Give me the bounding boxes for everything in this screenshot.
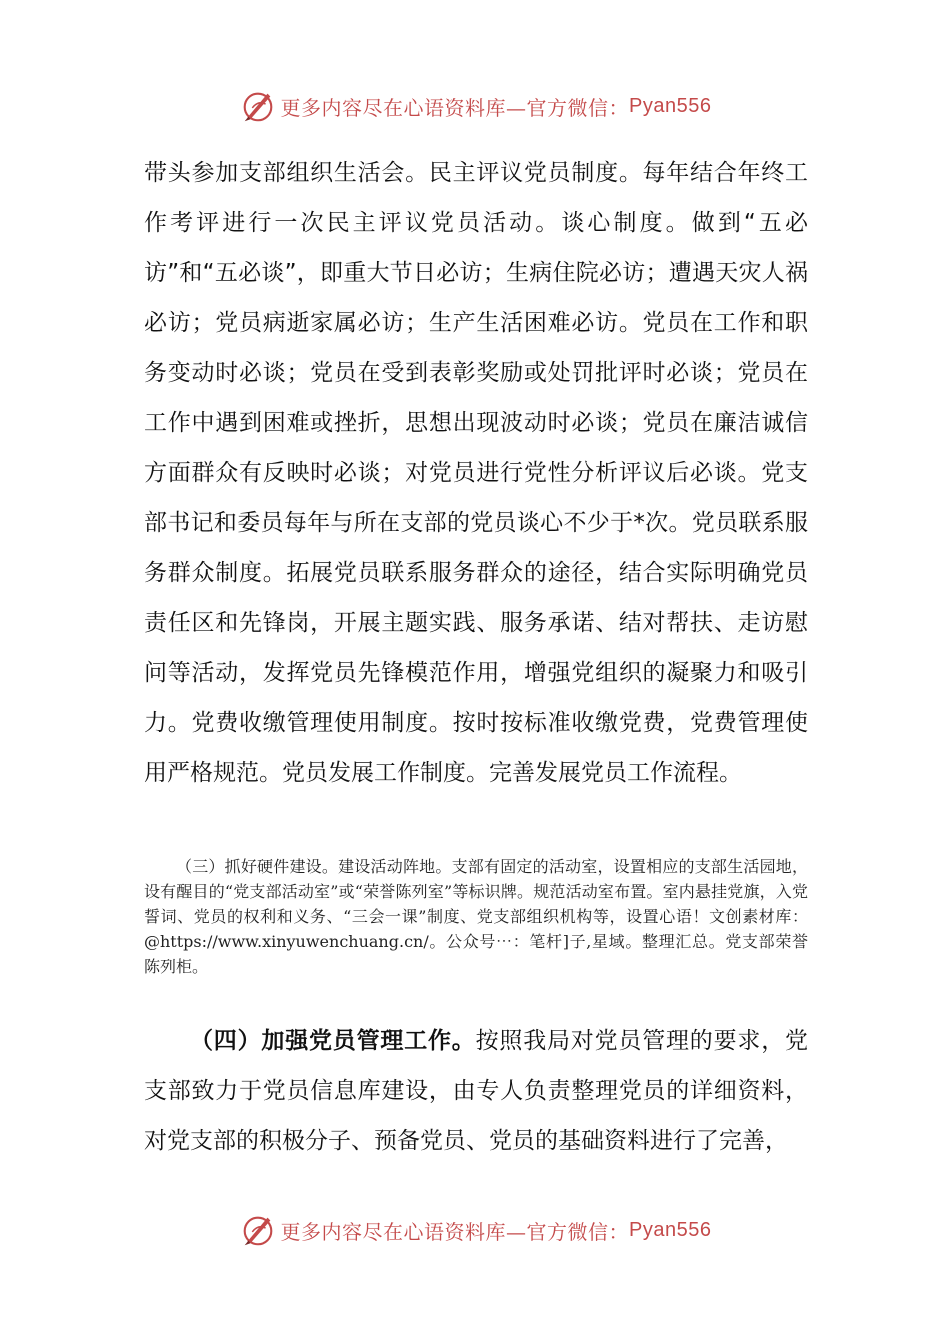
section-three-paragraph: （三）抓好硬件建设。建设活动阵地。支部有固定的活动室，设置相应的支部生活园地，设有醒目的“党支部活动室”或“荣誉陈列室”等标识牌。规范活动室布置。室内悬挂党旗，入党誓词、党员的权利和义务、“三会一课”制度、党支部组织机构等，设置心语！文创素材库：@https://www.xinyuwenchuang.cn/。公众号⋯：笔杆]子,星域。整理汇总。党支部荣誉陈列柜。 bbox=[144, 857, 808, 976]
banner-text: 更多内容尽在心语资料库— bbox=[280, 95, 527, 120]
banner-wechat-label: 官方微信： bbox=[526, 95, 630, 120]
banner-wechat-id: Pyan556 bbox=[629, 1218, 712, 1241]
section-four-heading: （四）加强党员管理工作。 bbox=[190, 1028, 476, 1054]
pen-logo-icon bbox=[239, 87, 277, 125]
pen-logo-icon bbox=[239, 1211, 277, 1249]
continuation-paragraph: 带头参加支部组织生活会。民主评议党员制度。每年结合年终工作考评进行一次民主评议党员活动。谈心制度。做到“五必访”和“五必谈”，即重大节日必访；生病住院必访；遭遇天灾人祸必访；党员病逝家属必访；生产生活困难必访。党员在工作和职务变动时必谈；党员在受到表彰奖励或处罚批评时必谈；党员在工作中遇到困难或挫折，思想出现波动时必谈；党员在廉洁诚信方面群众有反映时必谈；对党员进行党性分析评议后必谈。党支部书记和委员每年与所在支部的党员谈心不少于*次。党员联系服务群众制度。拓展党员联系服务群众的途径，结合实际明确党员责任区和先锋岗，开展主题实践、服务承诺、结对帮扶、走访慰问等活动，发挥党员先锋模范作用，增强党组织的凝聚力和吸引力。党费收缴管理使用制度。按时按标准收缴党费，党费管理使用严格规范。党员发展工作制度。完善发展党员工作流程。 bbox=[144, 160, 808, 786]
banner-wechat-id: Pyan556 bbox=[629, 94, 712, 117]
section-four-paragraph bbox=[144, 1016, 808, 1166]
banner-wechat-label: 官方微信： bbox=[526, 1219, 630, 1244]
banner-text: 更多内容尽在心语资料库— bbox=[280, 1219, 527, 1244]
footer-watermark-banner bbox=[0, 1208, 950, 1252]
section-four-body: 按照我局对党员管理的要求，党支部致力于党员信息库建设，由专人负责整理党员的详细资料，对党支部的积极分子、预备党员、党员的基础资料进行了完善， bbox=[144, 1028, 809, 1154]
header-watermark-banner bbox=[0, 84, 950, 128]
